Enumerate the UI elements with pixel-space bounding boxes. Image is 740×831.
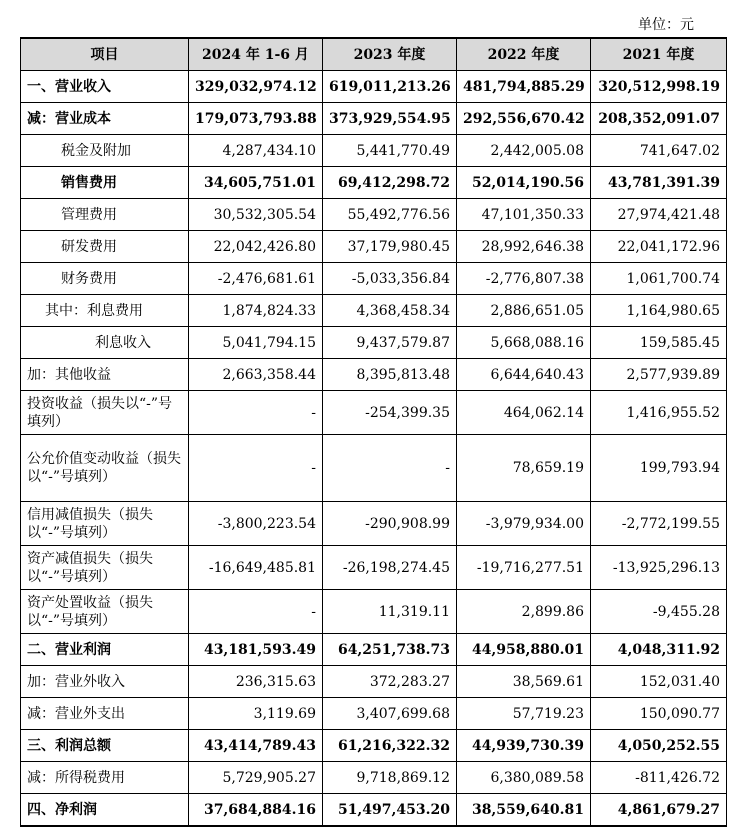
cell-value: 5,668,088.16 [457, 327, 591, 359]
header-2022: 2022 年度 [457, 38, 591, 71]
cell-value: 61,216,322.32 [323, 730, 457, 762]
cell-value: 1,416,955.52 [591, 391, 727, 435]
table-row [21, 546, 727, 590]
cell-value: 199,793.94 [591, 435, 727, 502]
cell-value: 152,031.40 [591, 666, 727, 698]
cell-value: 28,992,646.38 [457, 231, 591, 263]
cell-value: 47,101,350.33 [457, 199, 591, 231]
cell-value: 320,512,998.19 [591, 71, 727, 103]
cell-value: 43,181,593.49 [189, 634, 323, 666]
table-row [21, 295, 727, 327]
table-row [21, 167, 727, 199]
row-label: 三、利润总额 [21, 730, 189, 762]
cell-value: 8,395,813.48 [323, 359, 457, 391]
cell-value: 481,794,885.29 [457, 71, 591, 103]
cell-value: 6,644,640.43 [457, 359, 591, 391]
row-label: 管理费用 [21, 199, 189, 231]
cell-value: 3,119.69 [189, 698, 323, 730]
unit-label: 单位：元 [638, 17, 694, 33]
table-row [21, 71, 727, 103]
row-label: 二、营业利润 [21, 634, 189, 666]
row-label: 资产处置收益（损失以“-”号填列） [21, 590, 189, 634]
table-row [21, 327, 727, 359]
cell-value: 150,090.77 [591, 698, 727, 730]
row-label: 公允价值变动收益（损失以“-”号填列） [21, 435, 189, 502]
cell-value: 1,874,824.33 [189, 295, 323, 327]
cell-value: 208,352,091.07 [591, 103, 727, 135]
row-label: 税金及附加 [21, 135, 189, 167]
header-item: 项目 [21, 38, 189, 71]
cell-value: 44,939,730.39 [457, 730, 591, 762]
row-label: 减：营业外支出 [21, 698, 189, 730]
cell-value: 236,315.63 [189, 666, 323, 698]
cell-value: 4,368,458.34 [323, 295, 457, 327]
cell-value: -254,399.35 [323, 391, 457, 435]
cell-value: 372,283.27 [323, 666, 457, 698]
cell-value: 43,414,789.43 [189, 730, 323, 762]
cell-value: 159,585.45 [591, 327, 727, 359]
cell-value: -3,800,223.54 [189, 502, 323, 546]
cell-value: -9,455.28 [591, 590, 727, 634]
cell-value: 5,441,770.49 [323, 135, 457, 167]
cell-value: 37,684,884.16 [189, 794, 323, 827]
cell-value: 30,532,305.54 [189, 199, 323, 231]
cell-value: 2,886,651.05 [457, 295, 591, 327]
row-label: 财务费用 [21, 263, 189, 295]
cell-value: -19,716,277.51 [457, 546, 591, 590]
row-label: 加：其他收益 [21, 359, 189, 391]
table-row [21, 391, 727, 435]
cell-value: - [323, 435, 457, 502]
header-2021: 2021 年度 [591, 38, 727, 71]
table-row [21, 199, 727, 231]
cell-value: -26,198,274.45 [323, 546, 457, 590]
row-label: 投资收益（损失以“-”号填列） [21, 391, 189, 435]
cell-value: - [189, 435, 323, 502]
table-row [21, 359, 727, 391]
cell-value: 44,958,880.01 [457, 634, 591, 666]
cell-value: 4,287,434.10 [189, 135, 323, 167]
cell-value: 34,605,751.01 [189, 167, 323, 199]
row-label: 加：营业外收入 [21, 666, 189, 698]
table-row [21, 135, 727, 167]
header-row [21, 38, 727, 71]
cell-value: 292,556,670.42 [457, 103, 591, 135]
cell-value: 2,663,358.44 [189, 359, 323, 391]
row-label: 减：所得税费用 [21, 762, 189, 794]
cell-value: 69,412,298.72 [323, 167, 457, 199]
cell-value: 38,559,640.81 [457, 794, 591, 827]
cell-value: -3,979,934.00 [457, 502, 591, 546]
cell-value: 55,492,776.56 [323, 199, 457, 231]
cell-value: -16,649,485.81 [189, 546, 323, 590]
cell-value: 4,048,311.92 [591, 634, 727, 666]
cell-value: 619,011,213.26 [323, 71, 457, 103]
cell-value: -2,776,807.38 [457, 263, 591, 295]
table-row [21, 590, 727, 634]
row-label: 研发费用 [21, 231, 189, 263]
cell-value: 22,042,426.80 [189, 231, 323, 263]
cell-value: 6,380,089.58 [457, 762, 591, 794]
cell-value: -13,925,296.13 [591, 546, 727, 590]
cell-value: -2,476,681.61 [189, 263, 323, 295]
table-row [21, 103, 727, 135]
cell-value: 43,781,391.39 [591, 167, 727, 199]
cell-value: 4,050,252.55 [591, 730, 727, 762]
cell-value: 9,718,869.12 [323, 762, 457, 794]
table-row [21, 762, 727, 794]
cell-value: 11,319.11 [323, 590, 457, 634]
row-label: 一、营业收入 [21, 71, 189, 103]
row-label: 减：营业成本 [21, 103, 189, 135]
table-row [21, 231, 727, 263]
income-statement-table [20, 37, 727, 827]
table-row [21, 634, 727, 666]
row-label: 其中：利息费用 [21, 295, 189, 327]
cell-value: 9,437,579.87 [323, 327, 457, 359]
cell-value: -811,426.72 [591, 762, 727, 794]
header-2024h1: 2024 年 1-6 月 [189, 38, 323, 71]
cell-value: -2,772,199.55 [591, 502, 727, 546]
cell-value: 37,179,980.45 [323, 231, 457, 263]
header-2023: 2023 年度 [323, 38, 457, 71]
cell-value: -5,033,356.84 [323, 263, 457, 295]
cell-value: 2,899.86 [457, 590, 591, 634]
row-label: 销售费用 [21, 167, 189, 199]
table-row [21, 435, 727, 502]
cell-value: 3,407,699.68 [323, 698, 457, 730]
cell-value: 27,974,421.48 [591, 199, 727, 231]
cell-value: 1,164,980.65 [591, 295, 727, 327]
cell-value: 64,251,738.73 [323, 634, 457, 666]
cell-value: 2,442,005.08 [457, 135, 591, 167]
table-row [21, 794, 727, 827]
cell-value: 22,041,172.96 [591, 231, 727, 263]
table-row [21, 698, 727, 730]
row-label: 四、净利润 [21, 794, 189, 827]
row-label: 资产减值损失（损失以“-”号填列） [21, 546, 189, 590]
cell-value: 51,497,453.20 [323, 794, 457, 827]
cell-value: -290,908.99 [323, 502, 457, 546]
cell-value: 179,073,793.88 [189, 103, 323, 135]
cell-value: 57,719.23 [457, 698, 591, 730]
cell-value: 38,569.61 [457, 666, 591, 698]
cell-value: 5,041,794.15 [189, 327, 323, 359]
cell-value: 2,577,939.89 [591, 359, 727, 391]
cell-value: 52,014,190.56 [457, 167, 591, 199]
cell-value: 78,659.19 [457, 435, 591, 502]
cell-value: - [189, 590, 323, 634]
table-row [21, 263, 727, 295]
table-row [21, 730, 727, 762]
cell-value: 373,929,554.95 [323, 103, 457, 135]
table-row [21, 502, 727, 546]
cell-value: 464,062.14 [457, 391, 591, 435]
cell-value: 5,729,905.27 [189, 762, 323, 794]
cell-value: 4,861,679.27 [591, 794, 727, 827]
row-label: 信用减值损失（损失以“-”号填列） [21, 502, 189, 546]
cell-value: - [189, 391, 323, 435]
cell-value: 1,061,700.74 [591, 263, 727, 295]
row-label: 利息收入 [21, 327, 189, 359]
cell-value: 329,032,974.12 [189, 71, 323, 103]
cell-value: 741,647.02 [591, 135, 727, 167]
table-row [21, 666, 727, 698]
